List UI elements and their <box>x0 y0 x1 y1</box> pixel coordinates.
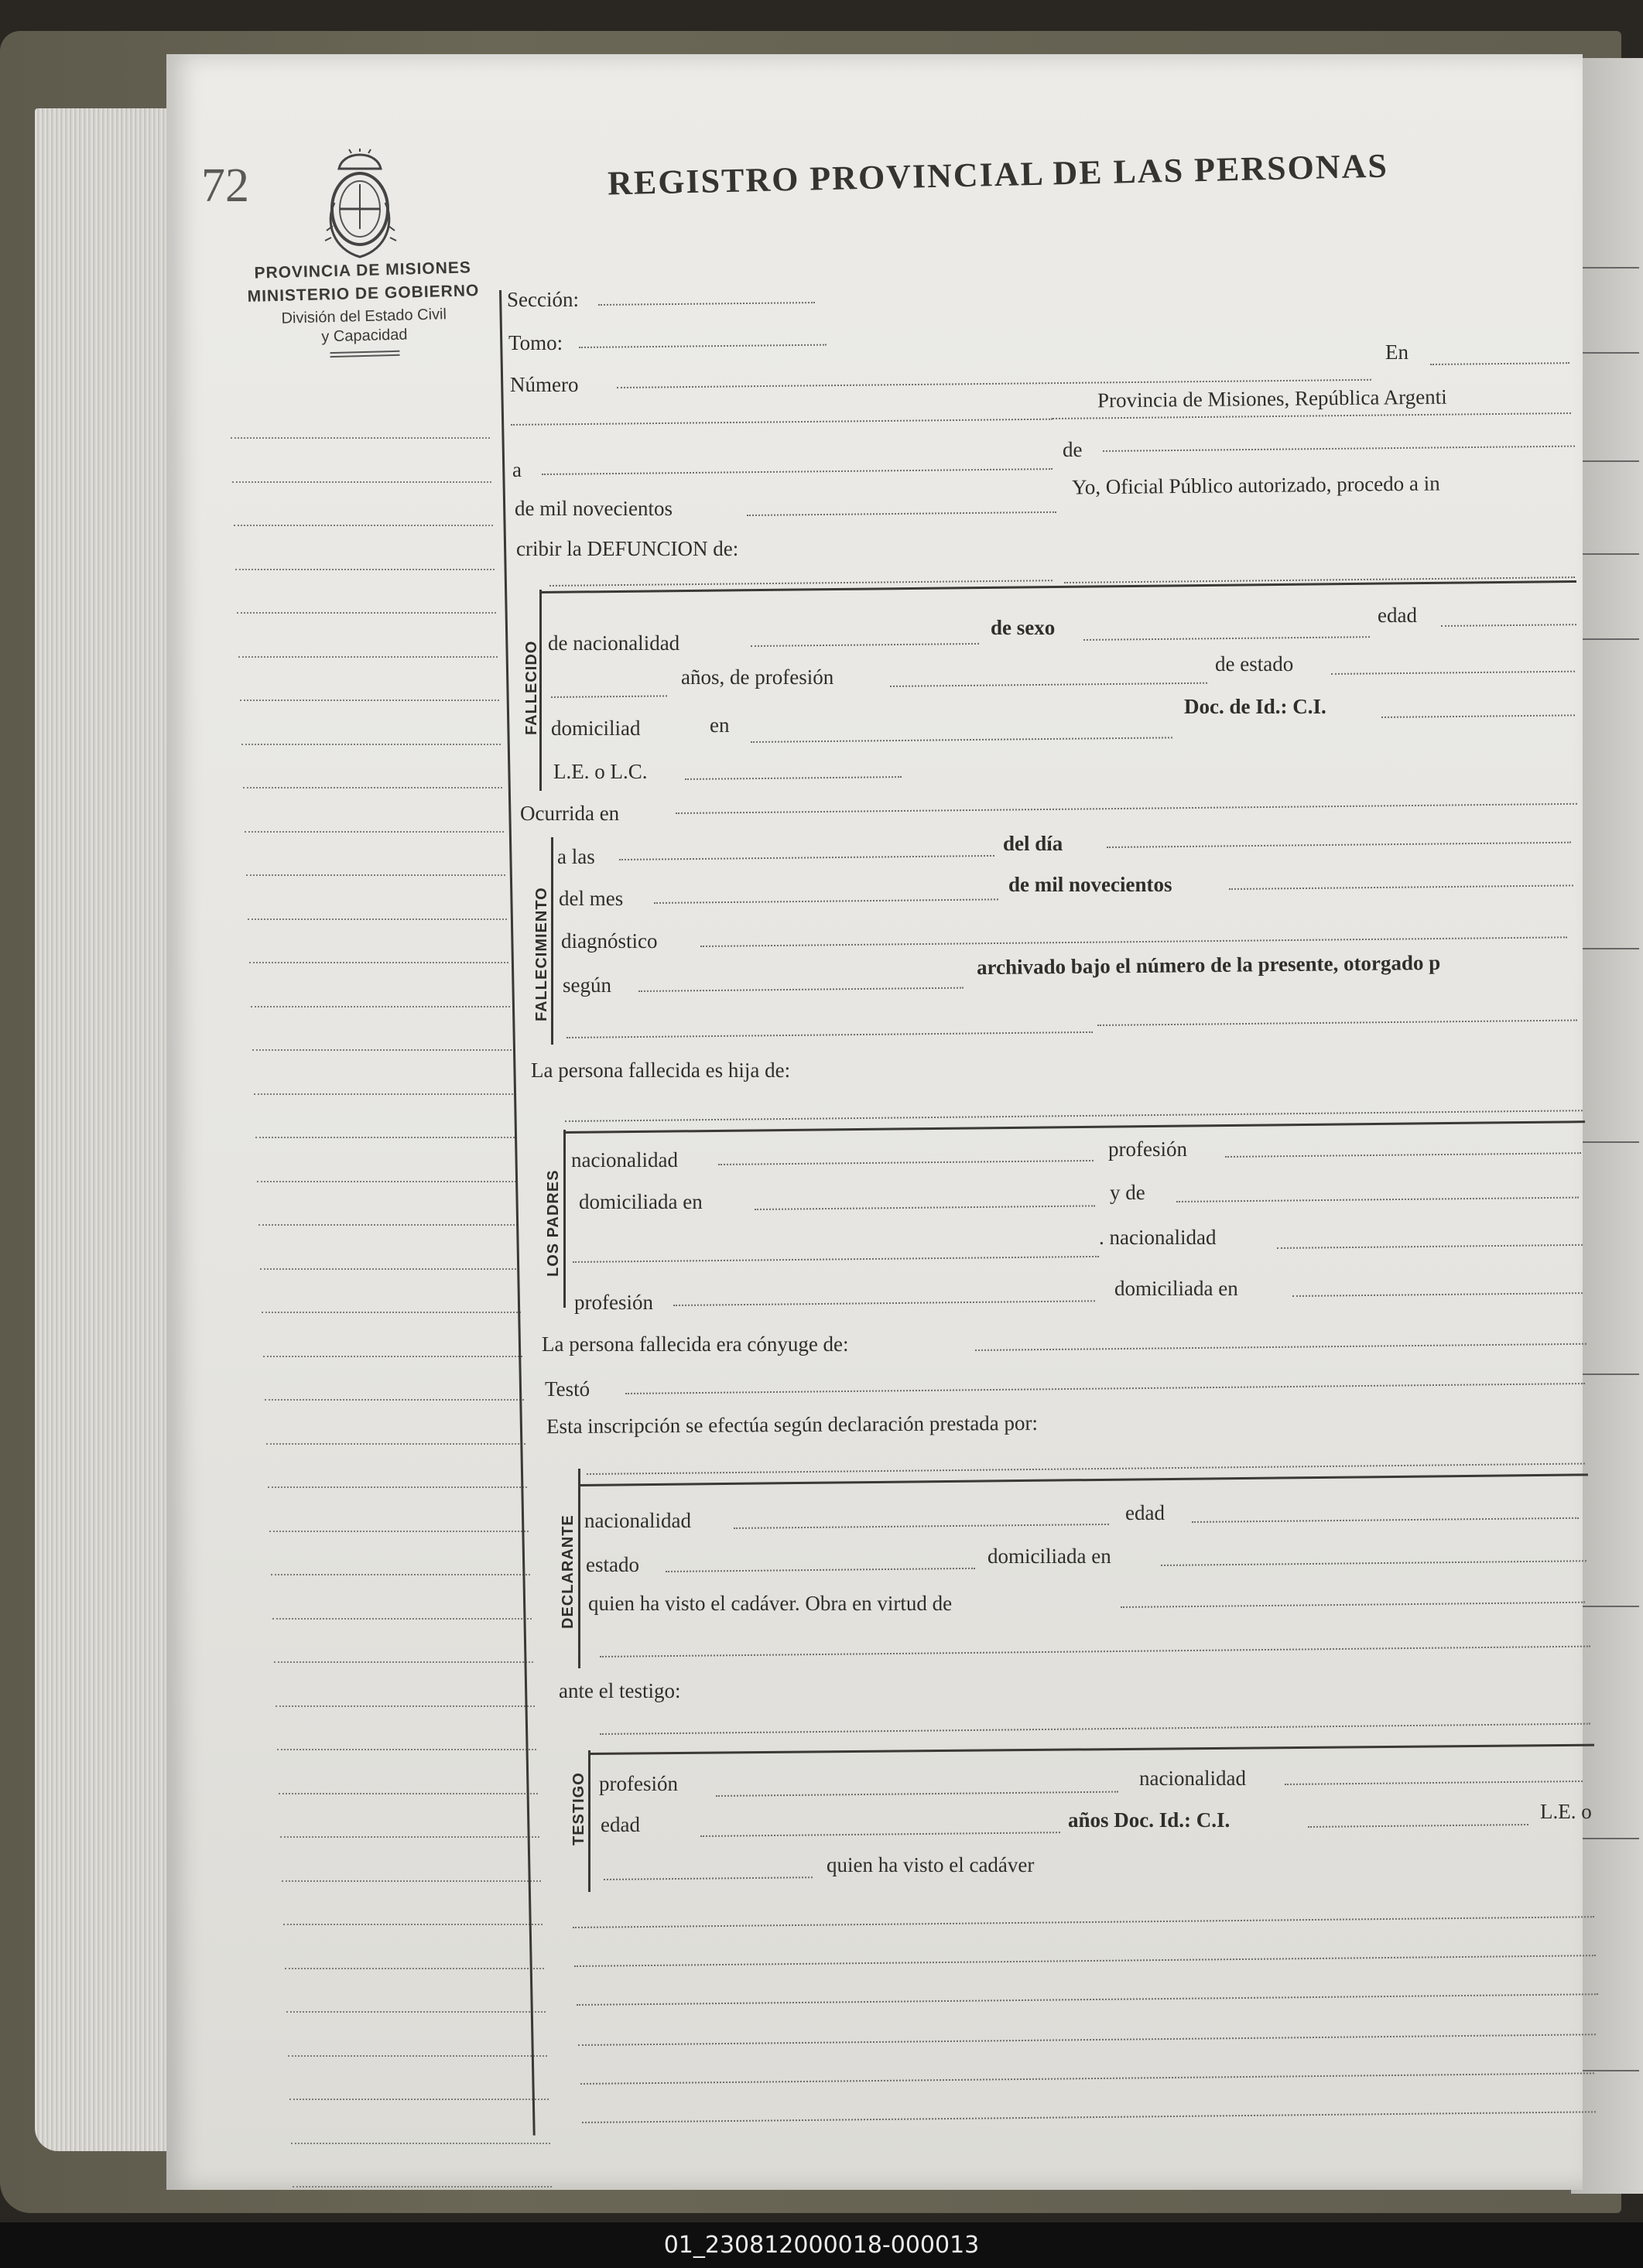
testo-label: Testó <box>545 1377 590 1401</box>
margin-line <box>263 1356 522 1357</box>
padres-profesion-label: profesión <box>1108 1137 1187 1161</box>
coat-of-arms-icon <box>317 149 402 265</box>
declarante-rule <box>578 1469 580 1668</box>
a-label: a <box>512 458 522 481</box>
padres-domiciliada-label: domiciliada en <box>579 1190 703 1213</box>
margin-line <box>240 700 499 701</box>
margin-line <box>260 1268 519 1270</box>
margin-line <box>231 437 490 439</box>
fallecimiento-rule <box>551 837 553 1045</box>
margin-line <box>248 918 507 920</box>
en-label: En <box>1385 340 1409 364</box>
padres-rule <box>563 1130 566 1308</box>
margin-line <box>243 787 502 788</box>
margin-line <box>255 1137 515 1138</box>
margin-line <box>245 831 504 833</box>
margin-line <box>272 1618 532 1620</box>
declarante-quien-label: quien ha visto el cadáver. Obra en virtud de <box>588 1592 953 1615</box>
image-id-footer: 01_230812000018-000013 <box>0 2222 1643 2268</box>
margin-line <box>291 2143 550 2144</box>
testigo-profesion-label: profesión <box>599 1772 678 1795</box>
margin-line <box>279 1793 538 1794</box>
margin-line <box>235 569 495 570</box>
margin-line <box>252 1049 512 1051</box>
margin-line <box>269 1531 529 1532</box>
fallecido-estado-label: de estado <box>1215 652 1294 676</box>
agency-block <box>231 258 496 361</box>
de-mil-novecientos-label: de mil novecientos <box>1008 873 1172 896</box>
page-edges <box>35 108 174 2151</box>
margin-line <box>268 1486 527 1488</box>
de-label: de <box>1063 438 1083 461</box>
margin-line <box>234 525 493 526</box>
diagnostico-label: diagnóstico <box>561 929 658 953</box>
margin-line <box>283 1924 543 1925</box>
provincia-label: Provincia de Misiones, República Argenti <box>1097 385 1447 412</box>
margin-line <box>286 2011 546 2013</box>
fallecimiento-label: FALLECIMIENTO <box>533 887 550 1021</box>
margin-line <box>251 1006 510 1007</box>
segun-label: según <box>563 973 611 997</box>
margin-line <box>288 2055 547 2057</box>
padres-nacionalidad2-label: . nacionalidad <box>1099 1226 1217 1249</box>
testigo-nacionalidad-label: nacionalidad <box>1139 1767 1246 1790</box>
testigo-le-label: L.E. o <box>1540 1800 1592 1823</box>
agency-ministry: MINISTERIO DE GOBIERNO <box>247 282 480 306</box>
margin-line <box>271 1574 530 1575</box>
padres-nacionalidad-label: nacionalidad <box>571 1148 678 1172</box>
hija-de-label: La persona fallecida es hija de: <box>531 1059 791 1082</box>
margin-line <box>241 744 501 745</box>
fallecido-domiciliad-label: domiciliad <box>551 717 641 740</box>
ante-testigo-label: ante el testigo: <box>559 1679 681 1702</box>
margin-line <box>246 874 505 876</box>
margin-line <box>258 1224 518 1226</box>
declarante-label: DECLARANTE <box>560 1514 577 1629</box>
margin-line <box>276 1705 535 1707</box>
register-title: REGISTRO PROVINCIAL DE LAS PERSONAS <box>607 146 1389 203</box>
declarante-edad-label: edad <box>1125 1501 1165 1524</box>
margin-line <box>282 1880 541 1882</box>
margin-line <box>238 656 498 658</box>
declarante-domiciliada-label: domiciliada en <box>988 1544 1111 1568</box>
margin-line <box>249 962 508 963</box>
margin-line <box>289 2099 549 2100</box>
agency-capacity: y Capacidad <box>321 326 408 346</box>
agency-province: PROVINCIA DE MISIONES <box>254 258 472 282</box>
testigo-edad-label: edad <box>601 1813 640 1836</box>
fallecido-doc-label: Doc. de Id.: C.I. <box>1184 695 1326 718</box>
margin-line <box>237 612 496 614</box>
fallecido-nacionalidad-label: de nacionalidad <box>548 631 680 655</box>
ocurrida-label: Ocurrida en <box>520 802 620 825</box>
fallecido-sexo-label: de sexo <box>991 616 1056 639</box>
margin-line <box>265 1399 524 1401</box>
fallecido-en-label: en <box>710 713 730 737</box>
padres-profesion2-label: profesión <box>574 1291 653 1314</box>
declarante-estado-label: estado <box>586 1553 639 1576</box>
yo-label: Yo, Oficial Público autorizado, procedo a in <box>1071 471 1440 499</box>
page-number: 72 <box>201 159 249 212</box>
numero-label: Número <box>510 373 579 396</box>
inscripcion-label: Esta inscripción se efectúa según declaración prestada por: <box>546 1411 1039 1438</box>
fallecido-label: FALLECIDO <box>523 640 540 735</box>
margin-line <box>274 1661 533 1663</box>
padres-label: LOS PADRES <box>545 1169 562 1277</box>
fallecido-edad-label: edad <box>1378 604 1417 627</box>
margin-line <box>254 1093 513 1095</box>
padres-domiciliada2-label: domiciliada en <box>1114 1277 1238 1300</box>
margin-line <box>277 1749 536 1750</box>
margin-line <box>293 2186 552 2188</box>
tomo-label: Tomo: <box>508 331 563 354</box>
de-mil-label: de mil novecientos <box>515 497 673 520</box>
margin-line <box>285 1968 544 1969</box>
del-mes-label: del mes <box>559 887 624 910</box>
archivado-label: archivado bajo el número de la presente, otorgado p <box>976 950 1441 980</box>
testigo-rule <box>588 1750 590 1892</box>
margin-line <box>257 1181 516 1182</box>
a-las-label: a las <box>557 845 595 868</box>
declarante-nacionalidad-label: nacionalidad <box>584 1509 691 1532</box>
padres-y-de-label: y de <box>1110 1181 1145 1204</box>
conyuge-label: La persona fallecida era cónyuge de: <box>542 1332 849 1356</box>
margin-line <box>280 1836 539 1838</box>
fallecido-anos-label: años, de profesión <box>681 665 834 689</box>
del-dia-label: del día <box>1003 832 1063 855</box>
margin-line <box>262 1312 521 1313</box>
fallecido-le-label: L.E. o L.C. <box>553 760 648 783</box>
testigo-anos-doc-label: años Doc. Id.: C.I. <box>1068 1808 1231 1832</box>
testigo-label: TESTIGO <box>570 1772 587 1846</box>
agency-division: División del Estado Civil <box>281 306 447 327</box>
margin-line <box>266 1443 525 1445</box>
cribir-label: cribir la DEFUNCION de: <box>516 537 739 560</box>
testigo-quien-label: quien ha visto el cadáver <box>827 1853 1035 1876</box>
seccion-label: Sección: <box>507 288 579 311</box>
margin-line <box>232 481 491 483</box>
